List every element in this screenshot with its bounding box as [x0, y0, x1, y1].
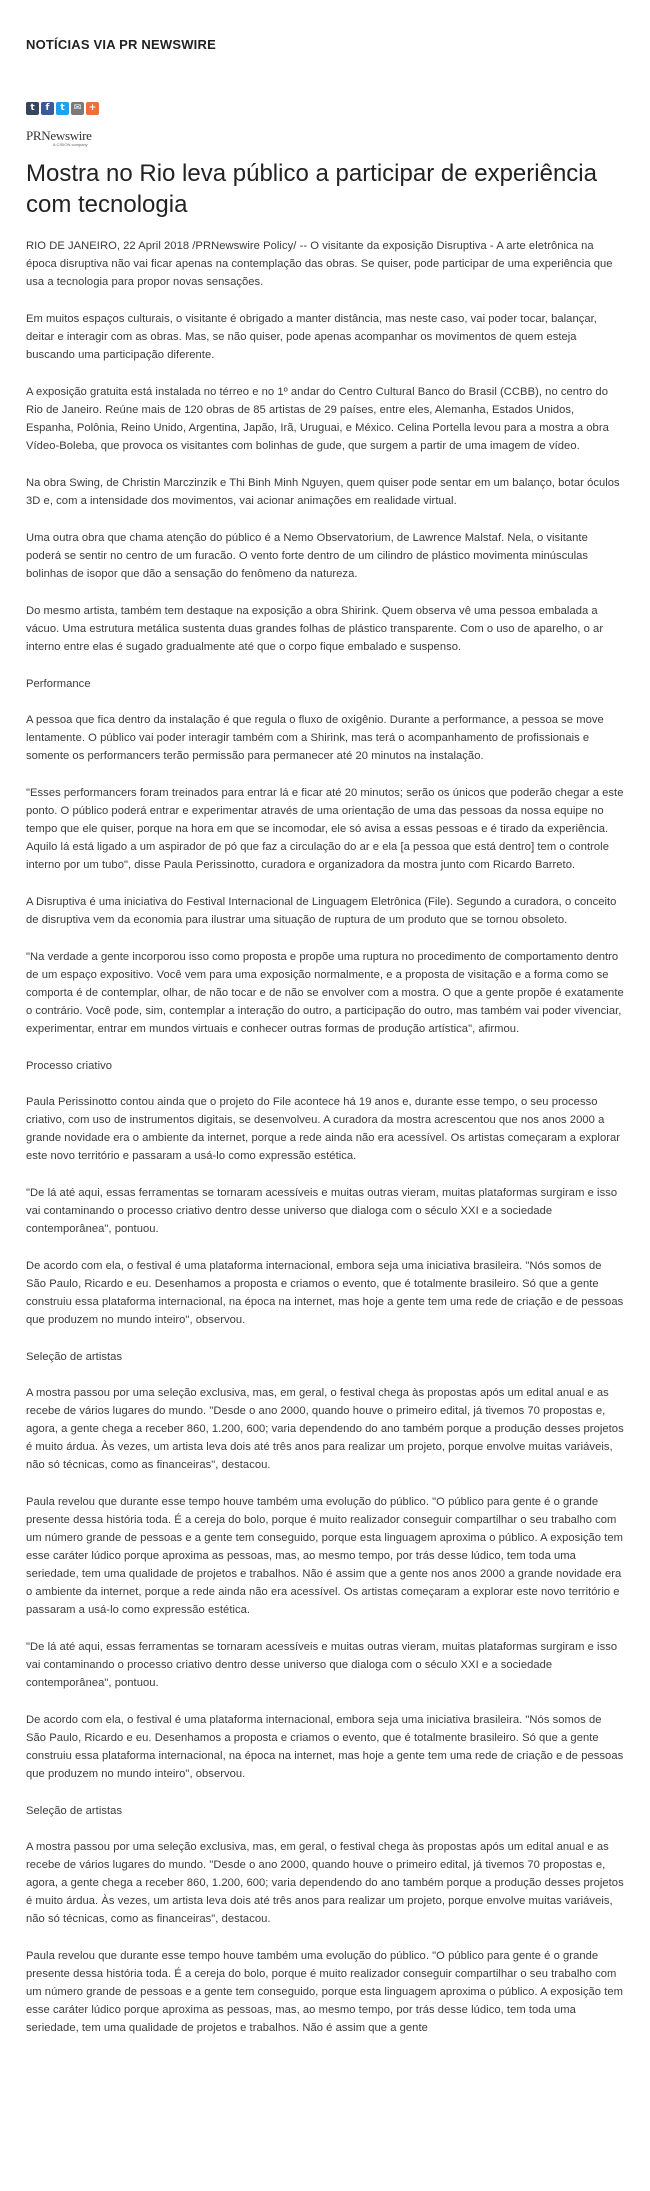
article-paragraph: "Na verdade a gente incorporou isso como proposta e propõe uma ruptura no procedimento de comportamento dentro de um espaço expositivo. Você vem para uma exposição normalmente, e a proposta de visitação e a forma como se comporta é de contemplar, olhar, de não tocar e de não se envolver com a mostra. O que a gente propõe é exatamente o contrário. Você pode, sim, contemplar a interação do outro, a participação do outro, mas também vai poder vivenciar, experimentar, entrar em mundos virtuais e conhecer outras formas de produção artística", afirmou. — [26, 951, 624, 1035]
section-subheading: Seleção de artistas — [26, 1351, 123, 1363]
article-body — [26, 237, 624, 2037]
section-subheading: Processo criativo — [26, 1060, 113, 1072]
article-paragraph: Paula revelou que durante esse tempo houve também uma evolução do público. "O público para gente é o grande presente dessa história toda. É a cereja do bolo, porque é muito realizador conseguir compartilhar o seu trabalho com um número grande de pessoas e a gente tem conseguido, porque esta linguagem aproxima o público. A exposição tem esse caráter lúdico porque aproxima as pessoas, mas, ao mesmo tempo, por trás desse lúdico, tem toda uma seriedade, tem uma qualidade de projetos e trabalhos. Não é assim que a gente — [26, 1950, 623, 2034]
section-subheading: Performance — [26, 678, 91, 690]
twitter-icon[interactable]: t — [56, 102, 69, 115]
article-paragraph: Em muitos espaços culturais, o visitante é obrigado a manter distância, mas neste caso, vai poder tocar, balançar, deitar e interagir com as obras. Mas, se não quiser, pode apenas acompanhar os movimentos de quem esteja buscando uma participação diferente. — [26, 313, 597, 361]
more-icon[interactable]: + — [86, 102, 99, 115]
facebook-icon[interactable]: f — [41, 102, 54, 115]
article-paragraph: De acordo com ela, o festival é uma plataforma internacional, embora seja uma iniciativa brasileira. "Nós somos de São Paulo, Ricardo e eu. Desenhamos a proposta e criamos o evento, que é totalmente brasileiro. Só que a gente construiu essa plataforma internacional, na época na internet, mas hoje a gente tem uma rede de criação e de pessoas que produzem no mundo inteiro", observou. — [26, 1714, 624, 1780]
article-paragraph: A pessoa que fica dentro da instalação é que regula o fluxo de oxigênio. Durante a performance, a pessoa se move lentamente. O público vai poder interagir também com a Shirink, mas terá o acompanhamento de profissionais e somente os performancers terão permissão para permanecer até 20 minutos na instalação. — [26, 714, 604, 762]
article-paragraph: De acordo com ela, o festival é uma plataforma internacional, embora seja uma iniciativa brasileira. "Nós somos de São Paulo, Ricardo e eu. Desenhamos a proposta e criamos o evento, que é totalmente brasileiro. Só que a gente construiu essa plataforma internacional, na época na internet, mas hoje a gente tem uma rede de criação e de pessoas que produzem no mundo inteiro", observou. — [26, 1260, 624, 1326]
article-paragraph: "Esses performancers foram treinados para entrar lá e ficar até 20 minutos; serão os únicos que poderão chegar a este ponto. O público poderá entrar e experimentar através de uma orientação de uma das pessoas da nossa equipe no tempo que ele quiser, porque na hora em que se incomodar, ele só avisa a essas pessoas e é tirado da experiência. Aquilo lá está ligado a um aspirador de pó que faz a circulação do ar e ela [a pessoa que está dentro] tem o controle interno por um tubo", disse Paula Perissinotto, curadora e organizadora da mostra junto com Ricardo Barreto. — [26, 787, 624, 871]
article-paragraph: A mostra passou por uma seleção exclusiva, mas, em geral, o festival chega às propostas após um edital anual e as recebe de vários lugares do mundo. "Desde o ano 2000, quando houve o primeiro edital, já tivemos 70 propostas e, agora, a gente chega a receber 860, 1.200, 600; varia dependendo do ano também porque a produção desses projetos é muito árdua. Às vezes, um artista leva dois até três anos para realizar um projeto, porque envolve muitas variáveis, não só técnicas, como as financeiras", destacou. — [26, 1387, 624, 1471]
email-icon[interactable]: ✉ — [71, 102, 84, 115]
article-paragraph: A mostra passou por uma seleção exclusiva, mas, em geral, o festival chega às propostas após um edital anual e as recebe de vários lugares do mundo. "Desde o ano 2000, quando houve o primeiro edital, já tivemos 70 propostas e, agora, a gente chega a receber 860, 1.200, 600; varia dependendo do ano também porque a produção desses projetos é muito árdua. Às vezes, um artista leva dois até três anos para realizar um projeto, porque envolve muitas variáveis, não só técnicas, como as financeiras", destacou. — [26, 1841, 624, 1925]
article-paragraph: Paula revelou que durante esse tempo houve também uma evolução do público. "O público para gente é o grande presente dessa história toda. É a cereja do bolo, porque é muito realizador conseguir compartilhar o seu trabalho com um número grande de pessoas e a gente tem conseguido, porque esta linguagem aproxima o público. A exposição tem esse caráter lúdico porque aproxima as pessoas, mas, ao mesmo tempo, por trás desse lúdico, tem toda uma seriedade, tem uma qualidade de projetos e trabalhos. Não é assim que a gente nos anos 2000 a grande novidade era o ambiente da internet, porque a rede ainda não era acessível. Os artistas começaram a explorar este novo território e passaram a usá-lo como expressão estética. — [26, 1496, 623, 1616]
article-paragraph: A exposição gratuita está instalada no térreo e no 1º andar do Centro Cultural Banco do Brasil (CCBB), no centro do Rio de Janeiro. Reúne mais de 120 obras de 85 artistas de 29 países, entre eles, Alemanha, Estados Unidos, Espanha, Polônia, Reino Unido, Argentina, Japão, Irã, Uruguai, e México. Celina Portella levou para a mostra a obra Vídeo-Boleba, que provoca os visitantes com bolinhas de gude, que surgem a partir de uma imagem de vídeo. — [26, 386, 609, 452]
section-title: NOTÍCIAS VIA PR NEWSWIRE — [26, 37, 216, 52]
article-paragraph: "De lá até aqui, essas ferramentas se tornaram acessíveis e muitas outras vieram, muitas plataformas surgiram e isso vai contaminando o processo criativo dentro desse universo que dialoga com o século XXI e a sociedade contemporânea", pontuou. — [26, 1641, 618, 1689]
logo-tagline: A CISION company — [53, 142, 88, 147]
tumblr-icon[interactable]: t — [26, 102, 39, 115]
section-subheading: Seleção de artistas — [26, 1805, 123, 1817]
article-paragraph: Uma outra obra que chama atenção do público é a Nemo Observatorium, de Lawrence Malstaf. Nela, o visitante poderá se sentir no centro de um furacão. O vento forte dentro de um cilindro de plástico movimenta minúsculas bolinhas de isopor que dão a sensação do fenômeno da natureza. — [26, 532, 589, 580]
share-bar — [26, 102, 624, 115]
article-paragraph: RIO DE JANEIRO, 22 April 2018 /PRNewswire Policy/ -- O visitante da exposição Disruptiva - A arte eletrônica na época disruptiva não vai ficar apenas na contemplação das obras. Se quiser, pode participar de uma experiência que usa a tecnologia para propor novas sensações. — [26, 240, 613, 288]
article-paragraph: A Disruptiva é uma iniciativa do Festival Internacional de Linguagem Eletrônica (File). Segundo a curadora, o conceito de disruptiva vem da economia para ilustrar uma situação de ruptura de um produto que se tornou obsoleto. — [26, 896, 617, 926]
article-paragraph: Do mesmo artista, também tem destaque na exposição a obra Shirink. Quem observa vê uma pessoa embalada a vácuo. Uma estrutura metálica sustenta duas grandes folhas de plástico transparente. Com o uso de aparelho, o ar interno entre elas é sugado gradualmente até que o corpo fique embalado e suspenso. — [26, 605, 604, 653]
prnewswire-logo[interactable] — [26, 129, 624, 147]
article-title: Mostra no Rio leva público a participar de experiência com tecnologia — [26, 160, 597, 218]
article-paragraph: Na obra Swing, de Christin Marczinzik e Thi Binh Minh Nguyen, quem quiser pode sentar em um balanço, botar óculos 3D e, com a intensidade dos movimentos, vai acionar animações em realidade virtual. — [26, 477, 620, 507]
article-paragraph: "De lá até aqui, essas ferramentas se tornaram acessíveis e muitas outras vieram, muitas plataformas surgiram e isso vai contaminando o processo criativo dentro desse universo que dialoga com o século XXI e a sociedade contemporânea", pontuou. — [26, 1187, 618, 1235]
logo-wordmark: PRNewswire — [26, 128, 92, 143]
article-paragraph: Paula Perissinotto contou ainda que o projeto do File acontece há 19 anos e, durante esse tempo, o seu processo criativo, com uso de instrumentos digitais, se desenvolveu. A curadora da mostra acrescentou que nos anos 2000 a grande novidade era o ambiente da internet, porque a rede ainda não era acessível. Os artistas começaram a explorar este novo território e passaram a usá-lo como expressão estética. — [26, 1096, 621, 1162]
